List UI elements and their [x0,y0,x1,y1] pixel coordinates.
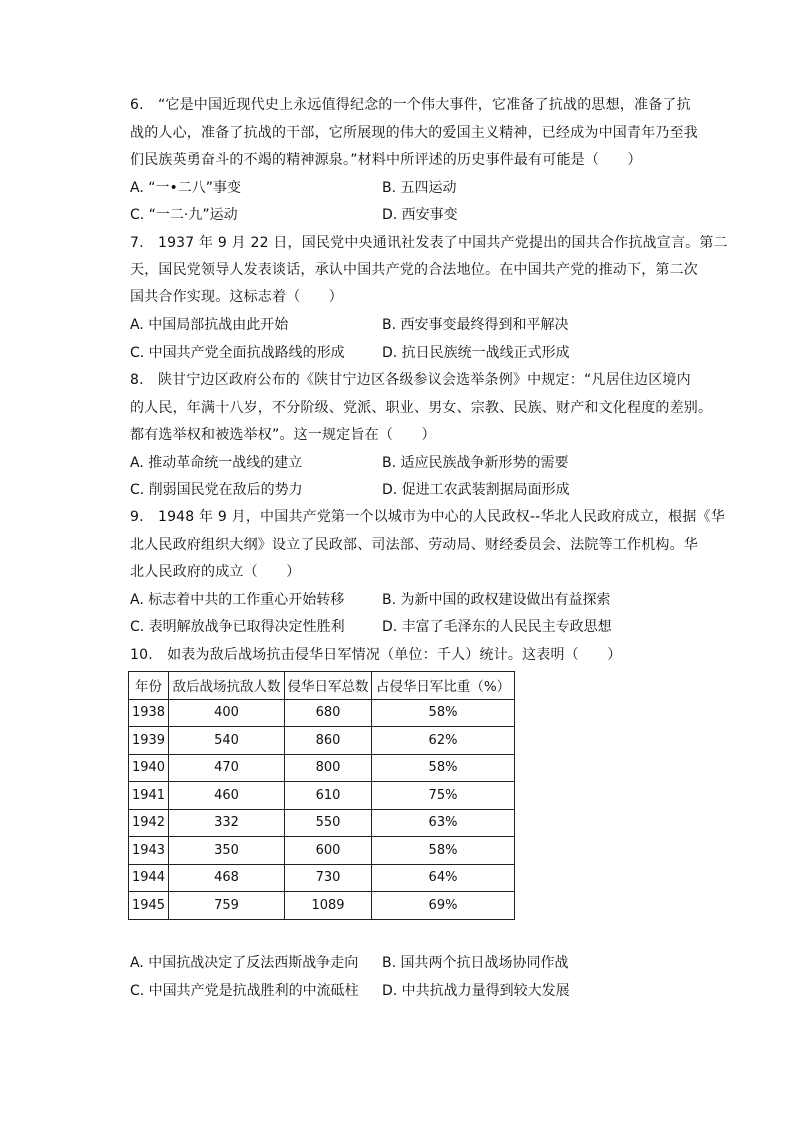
table-row [129,892,515,920]
q9-option-c: C. 表明解放战争已取得决定性胜利 [130,619,345,635]
table-cell: 759 [169,892,285,920]
q8-stem-line-2: 的人民，年满十八岁，不分阶级、党派、职业、男女、宗教、民族、财产和文化程度的差别。 [130,400,713,416]
q10-data-table [128,671,515,920]
table-cell: 58% [372,754,515,782]
q8-stem-line-3: 都有选举权和被选举权”。这一规定旨在（ ） [130,427,436,443]
table-header-cell: 敌后战场抗敌人数 [169,672,285,700]
table-cell: 1941 [129,782,169,810]
q9-option-b: B. 为新中国的政权建设做出有益探索 [382,592,611,608]
table-cell: 1089 [285,892,372,920]
q6-option-d: D. 西安事变 [382,207,458,223]
q8-option-c: C. 削弱国民党在敌后的势力 [130,482,303,498]
q10-stem-line-1: 10. 如表为敌后战场抗击侵华日军情况（单位：千人）统计。这表明（ ） [130,647,622,663]
table-header-cell: 占侵华日军比重（%） [372,672,515,700]
table-cell: 58% [372,699,515,727]
table-row [129,837,515,865]
q8-stem-line-1: 8. 陕甘宁边区政府公布的《陕甘宁边区各级参议会选举条例》中规定：“凡居住边区境内 [130,372,691,388]
q6-option-a: A. “一•二八”事变 [130,180,241,196]
q9-stem-line-1: 9. 1948 年 9 月，中国共产党第一个以城市为中心的人民政权--华北人民政府成立，根据《华 [130,509,725,525]
table-cell: 1939 [129,727,169,755]
table-row [129,727,515,755]
q6-option-c: C. “一二·九”运动 [130,207,238,223]
q8-option-d: D. 促进工农武装割据局面形成 [382,482,570,498]
table-cell: 860 [285,727,372,755]
table-cell: 1945 [129,892,169,920]
table-row [129,699,515,727]
q6-stem-line-1: 6. “它是中国近现代史上永远值得纪念的一个伟大事件，它准备了抗战的思想，准备了抗 [130,97,691,113]
q9-option-a: A. 标志着中共的工作重心开始转移 [130,592,345,608]
q10-option-c: C. 中国共产党是抗战胜利的中流砥柱 [130,983,359,999]
q9-stem-line-2: 北人民政府组织大纲》设立了民政部、司法部、劳动局、财经委员会、法院等工作机构。华 [130,537,698,553]
q7-option-d: D. 抗日民族统一战线正式形成 [382,345,570,361]
q7-stem-line-1: 7. 1937 年 9 月 22 日，国民党中央通讯社发表了中国共产党提出的国共合作抗战宣言。第二 [130,235,728,251]
table-cell: 730 [285,864,372,892]
table-cell: 600 [285,837,372,865]
q6-stem-line-2: 战的人心，准备了抗战的干部，它所展现的伟大的爱国主义精神，已经成为中国青年乃至我 [130,125,698,141]
q7-option-b: B. 西安事变最终得到和平解决 [382,317,569,333]
q10-option-b: B. 国共两个抗日战场协同作战 [382,955,569,971]
table-cell: 75% [372,782,515,810]
table-row [129,864,515,892]
table-cell: 400 [169,699,285,727]
q6-option-b: B. 五四运动 [382,180,457,196]
q7-option-c: C. 中国共产党全面抗战路线的形成 [130,345,345,361]
table-cell: 58% [372,837,515,865]
table-cell: 1943 [129,837,169,865]
table-cell: 680 [285,699,372,727]
q7-option-a: A. 中国局部抗战由此开始 [130,317,289,333]
table-cell: 62% [372,727,515,755]
table-cell: 1938 [129,699,169,727]
table-cell: 64% [372,864,515,892]
q9-option-d: D. 丰富了毛泽东的人民民主专政思想 [382,619,612,635]
table-header-cell: 侵华日军总数 [285,672,372,700]
table-cell: 460 [169,782,285,810]
q6-stem-line-3: 们民族英勇奋斗的不竭的精神源泉。”材料中所评述的历史事件最有可能是（ ） [130,152,642,168]
table-cell: 1940 [129,754,169,782]
table-cell: 1942 [129,809,169,837]
table-cell: 350 [169,837,285,865]
q8-option-a: A. 推动革命统一战线的建立 [130,455,303,471]
table-header-row [129,672,515,700]
q9-stem-line-3: 北人民政府的成立（ ） [130,564,301,580]
table-cell: 63% [372,809,515,837]
table-row [129,782,515,810]
table-row [129,754,515,782]
table-cell: 69% [372,892,515,920]
table-header-cell: 年份 [129,672,169,700]
q10-option-d: D. 中共抗战力量得到较大发展 [382,983,570,999]
table-cell: 470 [169,754,285,782]
table-cell: 1944 [129,864,169,892]
table-cell: 332 [169,809,285,837]
q7-stem-line-2: 天，国民党领导人发表谈话，承认中国共产党的合法地位。在中国共产党的推动下，第二次 [130,262,698,278]
q8-option-b: B. 适应民族战争新形势的需要 [382,455,569,471]
q7-stem-line-3: 国共合作实现。这标志着（ ） [130,289,343,305]
table-row [129,809,515,837]
table-cell: 550 [285,809,372,837]
table-cell: 800 [285,754,372,782]
table-cell: 468 [169,864,285,892]
table-cell: 610 [285,782,372,810]
table-cell: 540 [169,727,285,755]
q10-option-a: A. 中国抗战决定了反法西斯战争走向 [130,955,359,971]
